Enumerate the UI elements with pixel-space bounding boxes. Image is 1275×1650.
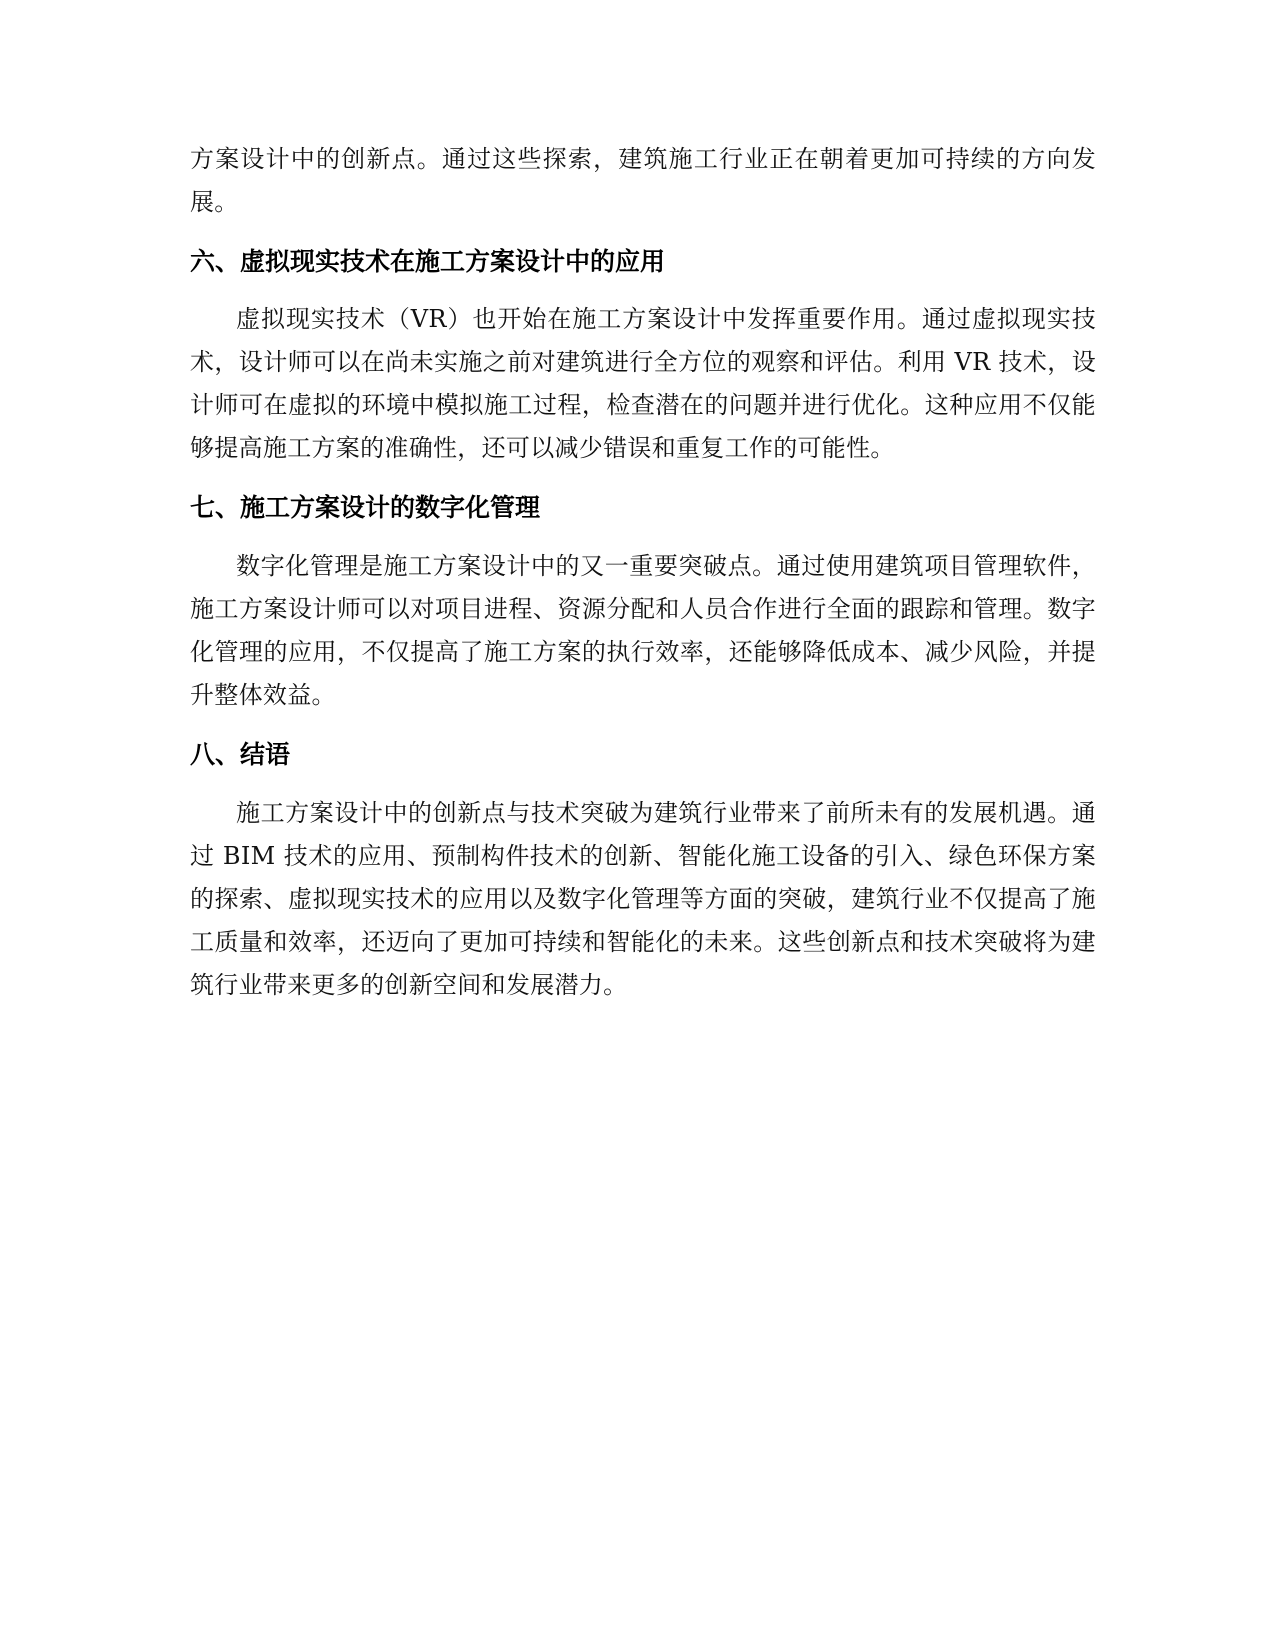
section-paragraph-digital-management: 数字化管理是施工方案设计中的又一重要突破点。通过使用建筑项目管理软件，施工方案设计师可以对项目进程、资源分配和人员合作进行全面的跟踪和管理。数字化管理的应用，不仅提高了施工方案的执行效率，还能够降低成本、减少风险，并提升整体效益。	[190, 552, 1096, 709]
section-heading-digital-management: 七、施工方案设计的数字化管理	[190, 493, 541, 522]
section-paragraph-vr: 虚拟现实技术（VR）也开始在施工方案设计中发挥重要作用。通过虚拟现实技术，设计师可以在尚未实施之前对建筑进行全方位的观察和评估。利用 VR 技术，设计师可在虚拟的环境中模拟施工过程，检查潜在的问题并进行优化。这种应用不仅能够提高施工方案的准确性，还可以减少错误和重复工作的可能性。	[190, 305, 1096, 462]
section-paragraph-conclusion: 施工方案设计中的创新点与技术突破为建筑行业带来了前所未有的发展机遇。通过 BIM 技术的应用、预制构件技术的创新、智能化施工设备的引入、绿色环保方案的探索、虚拟现实技术的应用以及数字化管理等方面的突破，建筑行业不仅提高了施工质量和效率，还迈向了更加可持续和智能化的未来。这些创新点和技术突破将为建筑行业带来更多的创新空间和发展潜力。	[190, 799, 1096, 999]
section-heading-vr: 六、虚拟现实技术在施工方案设计中的应用	[190, 247, 666, 276]
document-body	[190, 138, 1096, 1007]
section-heading-conclusion: 八、结语	[190, 740, 291, 769]
intro-paragraph: 方案设计中的创新点。通过这些探索，建筑施工行业正在朝着更加可持续的方向发展。	[190, 145, 1096, 216]
